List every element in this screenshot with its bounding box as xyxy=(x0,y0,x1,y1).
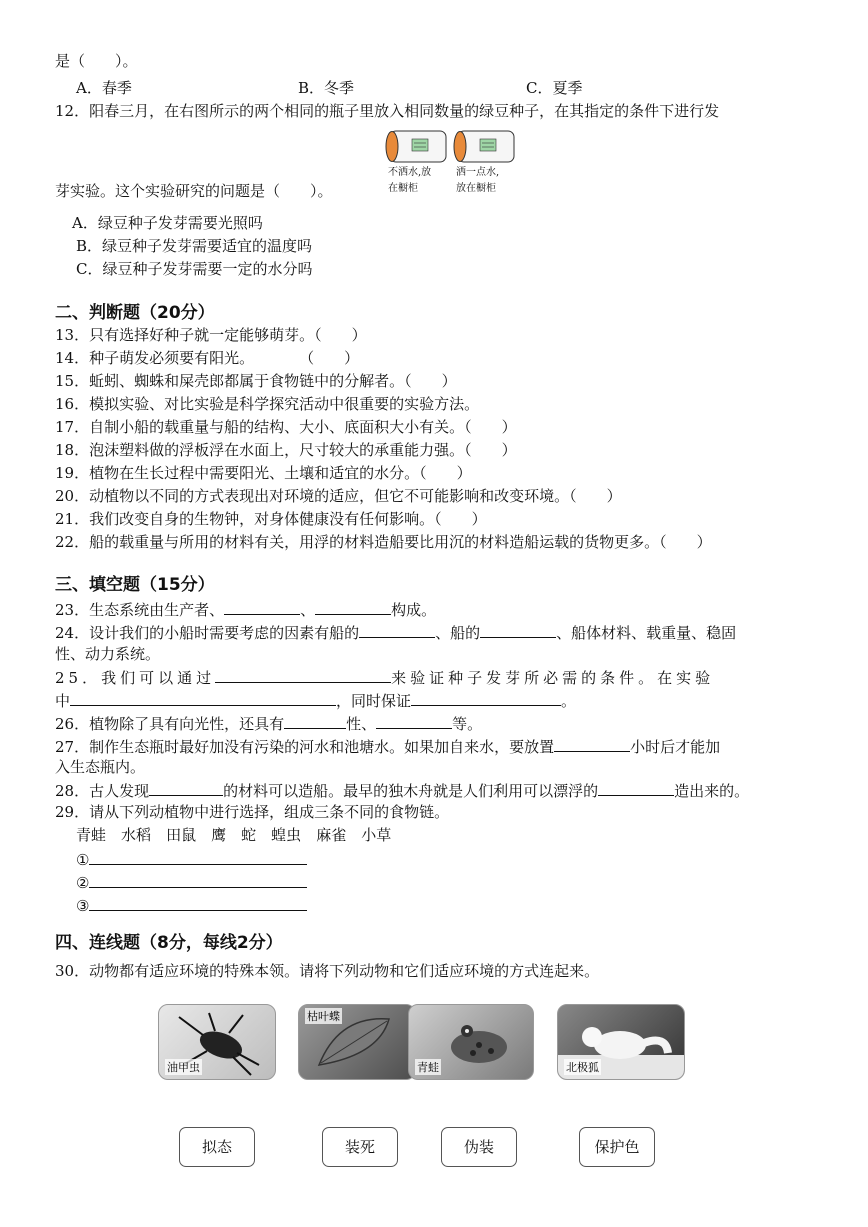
food-chain-1: ① xyxy=(76,848,307,870)
bottle-experiment-illustration xyxy=(384,128,520,166)
answer-blank[interactable] xyxy=(89,871,307,888)
q25-line1: 25．我们可以通过 来验证种子发芽所必需的条件。在实验 xyxy=(55,666,714,688)
animal-picture-leaf-butterfly xyxy=(298,1004,416,1080)
animal-picture-arctic-fox xyxy=(557,1004,685,1080)
q11-option-c: C．夏季 xyxy=(526,79,583,97)
q12-option-b: B．绿豆种子发芽需要适宜的温度吗 xyxy=(76,237,313,255)
animal-picture-beetle xyxy=(158,1004,276,1080)
answer-blank[interactable] xyxy=(598,779,674,796)
answer-blank[interactable] xyxy=(480,621,556,638)
answer-blank[interactable] xyxy=(315,598,391,615)
q30: 30．动物都有适应环境的特殊本领。请将下列动物和它们适应环境的方式连起来。 xyxy=(55,962,600,980)
section4-title: 四、连线题（8分，每线2分） xyxy=(55,933,283,953)
bottle-caption-2a: 洒一点水, xyxy=(456,167,500,178)
q12-option-c: C．绿豆种子发芽需要一定的水分吗 xyxy=(76,260,313,278)
answer-blank[interactable] xyxy=(376,712,452,729)
bottle-dry xyxy=(386,131,446,162)
judge-item: 17．自制小船的载重量与船的结构、大小、底面积大小有关。（ ） xyxy=(55,418,517,436)
q25-line2: 中 ，同时保证 。 xyxy=(55,689,576,711)
bottle-caption-1a: 不洒水,放 xyxy=(388,167,432,178)
answer-blank[interactable] xyxy=(89,894,307,911)
judge-item: 20．动植物以不同的方式表现出对环境的适应，但它不可能影响和改变环境。（ ） xyxy=(55,487,622,505)
q11-tail: 是（ ）。 xyxy=(55,52,138,70)
judge-item: 21．我们改变自身的生物钟，对身体健康没有任何影响。（ ） xyxy=(55,510,487,528)
judge-item: 14．种子萌发必须要有阳光。 （ ） xyxy=(55,349,360,367)
judge-item: 19．植物在生长过程中需要阳光、土壤和适宜的水分。（ ） xyxy=(55,464,472,482)
q11-option-b: B．冬季 xyxy=(298,79,355,97)
q23: 23．生态系统由生产者、 、 构成。 xyxy=(55,598,436,620)
q11-option-a: A．春季 xyxy=(76,79,132,97)
animal-label: 枯叶蝶 xyxy=(307,1010,340,1023)
animal-label: 北极狐 xyxy=(566,1061,599,1074)
answer-blank[interactable] xyxy=(70,689,336,706)
bottle-caption-1b: 在橱柜 xyxy=(388,183,418,194)
q29: 29．请从下列动植物中进行选择，组成三条不同的食物链。 xyxy=(55,803,450,821)
answer-blank[interactable] xyxy=(554,735,630,752)
q26: 26．植物除了具有向光性，还具有 性、 等。 xyxy=(55,712,482,734)
judge-item: 18．泡沫塑料做的浮板浮在水面上，尺寸较大的承重能力强。（ ） xyxy=(55,441,517,459)
animal-label: 青蛙 xyxy=(417,1061,439,1074)
bottle-caption-2b: 放在橱柜 xyxy=(456,183,496,194)
food-chain-3: ③ xyxy=(76,894,307,916)
bottle-watered xyxy=(454,131,514,162)
judge-item: 16．模拟实验、对比实验是科学探究活动中很重要的实验方法。 xyxy=(55,395,480,413)
q24-line1: 24．设计我们的小船时需要考虑的因素有船的 、船的 、船体材料、载重量、稳固 xyxy=(55,621,736,643)
answer-blank[interactable] xyxy=(89,848,307,865)
answer-blank[interactable] xyxy=(284,712,346,729)
judge-item: 13．只有选择好种子就一定能够萌芽。（ ） xyxy=(55,326,367,344)
q12-line1: 12．阳春三月，在右图所示的两个相同的瓶子里放入相同数量的绿豆种子，在其指定的条件下进行发 xyxy=(55,102,720,120)
choice-box-protective-color[interactable]: 保护色 xyxy=(579,1127,655,1167)
choice-box-mimicry[interactable]: 拟态 xyxy=(179,1127,255,1167)
q12-option-a: A．绿豆种子发芽需要光照吗 xyxy=(72,214,263,232)
answer-blank[interactable] xyxy=(215,666,391,683)
choice-box-disguise[interactable]: 伪装 xyxy=(441,1127,517,1167)
judge-item: 15．蚯蚓、蜘蛛和屎壳郎都属于食物链中的分解者。（ ） xyxy=(55,372,457,390)
q27-line1: 27．制作生态瓶时最好加没有污染的河水和池塘水。如果加自来水，要放置 小时后才能加 xyxy=(55,735,720,757)
q28: 28．古人发现 的材料可以造船。最早的独木舟就是人们利用可以漂浮的 造出来的。 xyxy=(55,779,749,801)
animal-picture-frog xyxy=(408,1004,534,1080)
animal-label: 油甲虫 xyxy=(167,1061,200,1074)
section2-title: 二、判断题（20分） xyxy=(55,303,215,323)
choice-box-play-dead[interactable]: 装死 xyxy=(322,1127,398,1167)
answer-blank[interactable] xyxy=(224,598,300,615)
q12-line2: 芽实验。这个实验研究的问题是（ ）。 xyxy=(55,182,333,200)
judge-item: 22．船的载重量与所用的材料有关，用浮的材料造船要比用沉的材料造船运载的货物更多。（ ） xyxy=(55,533,712,551)
answer-blank[interactable] xyxy=(411,689,561,706)
answer-blank[interactable] xyxy=(149,779,223,796)
answer-blank[interactable] xyxy=(359,621,435,638)
q24-line2: 性、动力系统。 xyxy=(55,645,161,663)
food-chain-words: 青蛙 水稻 田鼠 鹰 蛇 蝗虫 麻雀 小草 xyxy=(76,826,392,844)
section3-title: 三、填空题（15分） xyxy=(55,575,215,595)
q27-line2: 入生态瓶内。 xyxy=(55,758,146,776)
food-chain-2: ② xyxy=(76,871,307,893)
